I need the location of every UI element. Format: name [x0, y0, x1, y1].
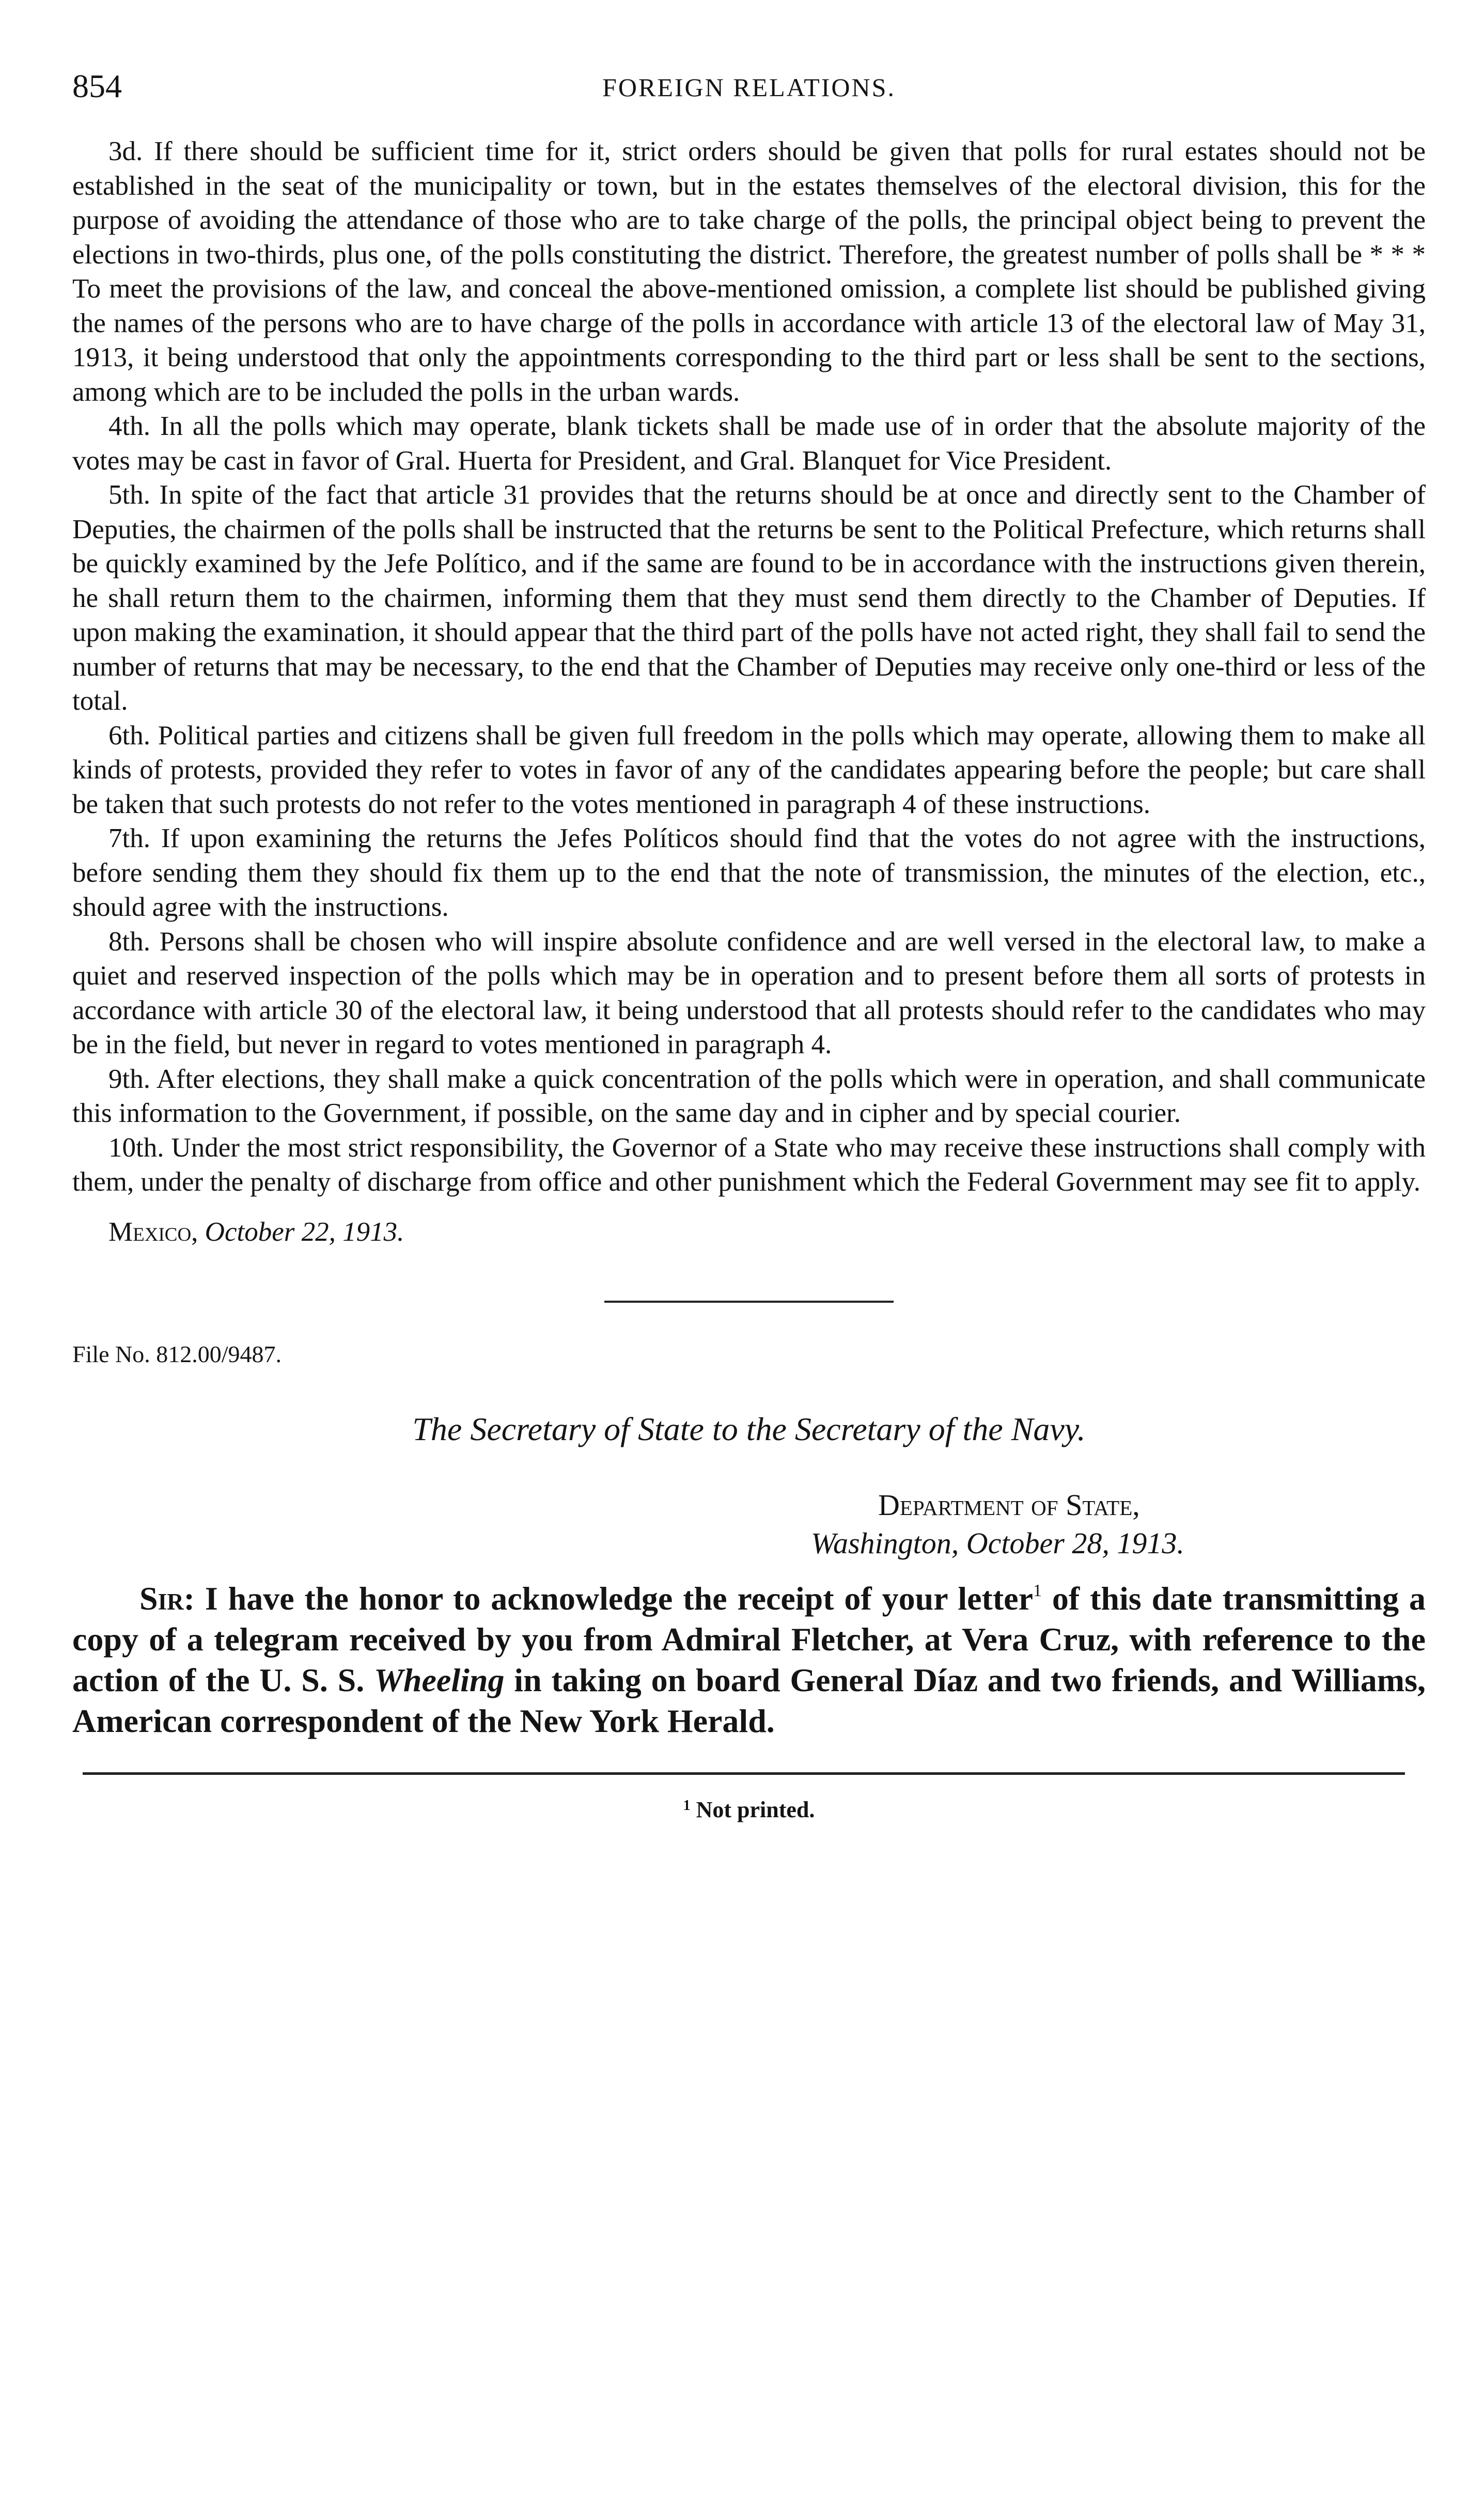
document-page [72, 67, 1426, 1824]
file-number: File No. 812.00/9487. [72, 1340, 282, 1367]
letter-body [72, 1578, 1426, 1741]
letter-text-after-note: of this date transmitting a copy of a telegram received by you from Admiral Fletcher, at Vera Cruz, with reference to the action of the U. S. S. [72, 1580, 1426, 1698]
letter-text-before-note: I have the honor to acknowledge the receipt of your letter [194, 1580, 1033, 1617]
dateline [72, 1215, 1426, 1249]
running-title: FOREIGN RELATIONS. [602, 73, 896, 102]
instruction-paragraph-4: 4th. In all the polls which may operate, blank tickets shall be made use of in order that the absolute majority of the votes may be cast in favor of Gral. Huerta for President, and Gral. Blanquet for Vice President. [72, 411, 1426, 476]
letter-text-end: in taking on board General Díaz and two friends, and Williams, American correspondent of the New York Herald. [72, 1661, 1426, 1739]
running-head [72, 67, 1426, 114]
footnote-rule [83, 1772, 1405, 1775]
section-divider [604, 1301, 894, 1303]
instruction-paragraph-6: 6th. Political parties and citizens shall be given full freedom in the polls which may operate, allowing them to make all kinds of protests, provided they refer to votes in favor of any of the candidates appearing before the people; but care shall be taken that such protests do not refer to the votes mentioned in paragraph 4 of these instructions. [72, 720, 1426, 819]
footnote-marker: 1 [683, 1797, 691, 1814]
place-date-line: Washington, October 28, 1913. [811, 1526, 1184, 1560]
department-line: Department of State, [878, 1488, 1140, 1522]
dateline-place: Mexico, [108, 1216, 198, 1247]
instruction-paragraph-5: 5th. In spite of the fact that article 31 provides that the returns should be at once and directly sent to the Chamber of Deputies, the chairmen of the polls shall be instructed that the returns be sent to the Political Prefecture, which returns shall be quickly examined by the Jefe Político, and if the same are found to be in accordance with the instructions given therein, he shall return them to the chairmen, informing them that they must send them directly to the Chamber of Deputies. If upon making the examination, it should appear that the third part of the polls have not acted right, they shall fail to send the number of returns that may be necessary, to the end that the Chamber of Deputies may receive only one-third or less of the total. [72, 480, 1426, 716]
footnote-text: Not printed. [690, 1797, 815, 1822]
instruction-paragraph-10: 10th. Under the most strict responsibility, the Governor of a State who may receive these instructions shall comply with them, under the penalty of discharge from office and other punishment which the Federal Government may see fit to apply. [72, 1132, 1426, 1197]
instruction-paragraph-8: 8th. Persons shall be chosen who will inspire absolute confidence and are well versed in the electoral law, to make a quiet and reserved inspection of the polls which may be in operation and to present before them all sorts of protests in accordance with article 30 of the electoral law, it being understood that all protests should refer to the candidates who may be in the field, but never in regard to votes mentioned in paragraph 4. [72, 926, 1426, 1059]
footnote [72, 1796, 1426, 1824]
instruction-paragraph-7: 7th. If upon examining the returns the Jefes Políticos should find that the votes do not agree with the instructions, before sending them they should fix them up to the end that the note of transmission, the minutes of the election, etc., should agree with the instructions. [72, 823, 1426, 922]
signature-block [811, 1486, 1426, 1563]
dateline-date: October 22, 1913. [205, 1216, 404, 1247]
page-number: 854 [72, 68, 122, 104]
ship-name: Wheeling [374, 1661, 505, 1698]
instruction-paragraph-3: 3d. If there should be sufficient time for it, strict orders should be given that polls for rural estates should not be established in the seat of the municipality or town, but in the estates themselves of the electoral division, this for the purpose of avoiding the attendance of those who are to take charge of the polls, the principal object being to prevent the elections in two-thirds, plus one, of the polls constituting the district. Therefore, the greatest number of polls shall be * * * To meet the provisions of the law, and conceal the above-mentioned omission, a complete list should be published giving the names of the persons who are to have charge of the polls in accordance with article 13 of the electoral law of May 31, 1913, it being understood that only the appointments corresponding to the third part or less shall be sent to the sections, among which are to be included the polls in the urban wards. [72, 136, 1426, 407]
instruction-paragraph-9: 9th. After elections, they shall make a quick concentration of the polls which were in operation, and shall communicate this information to the Government, if possible, on the same day and in cipher and by special courier. [72, 1064, 1426, 1128]
instructions-section [72, 134, 1426, 1199]
salutation: Sir: [139, 1580, 195, 1617]
document-heading: The Secretary of State to the Secretary of the Navy. [412, 1410, 1086, 1447]
letter-paragraph [72, 1578, 1426, 1741]
footnote-reference: 1 [1033, 1581, 1042, 1600]
